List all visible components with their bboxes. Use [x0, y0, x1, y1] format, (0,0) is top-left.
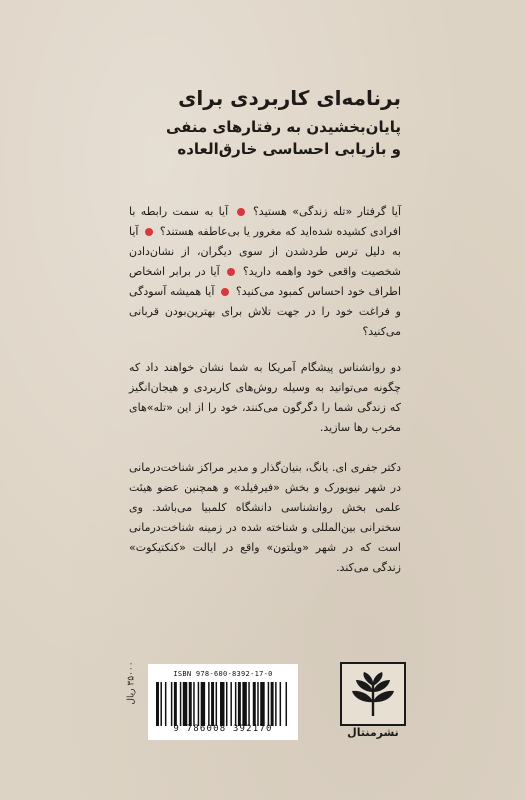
red-bullet-icon [221, 288, 229, 296]
publisher-name: نشرمنتال [347, 726, 399, 739]
red-bullet-icon [227, 268, 235, 276]
question-1: آیا گرفتار «تله زندگی» هستید؟ [252, 205, 402, 218]
price-label: ۳۵۰۰۰ ریال [126, 661, 137, 705]
questions-paragraph [129, 202, 401, 342]
description-paragraph: دو روانشناس پیشگام آمریکا به شما نشان خواهند داد که چگونه می‌توانید به وسیله روش‌های کاربردی و هیجان‌انگیز که زندگی شما را دگرگون می‌کنند، خود را از این «تله»های مخرب رها سازید. [129, 361, 401, 434]
question-5: آیا همیشه آسودگی و فراغت خود را در جهت تلاش برای بهترین‌بودن قربانی می‌کنید؟ [129, 285, 401, 338]
cover-subtitle-line2: و بازیابی احساسی خارق‌العاده [177, 140, 401, 158]
barcode-icon [156, 682, 290, 726]
title-block [141, 84, 401, 160]
red-bullet-icon [145, 228, 153, 236]
question-4: آیا در برابر اشخاص اطراف خود احساس کمبود می‌کنید؟ [129, 265, 401, 298]
publisher-logo-frame [340, 662, 406, 726]
question-2: آیا به سمت رابطه با افرادی کشیده شده‌اید که مغرور یا بی‌عاطفه هستند؟ [129, 205, 402, 238]
publisher-logo [340, 662, 406, 750]
plant-sprout-icon [348, 670, 398, 718]
cover-subtitle-line1: پایان‌بخشیدن به رفتارهای منفی [165, 118, 401, 136]
question-3: آیا به دلیل ترس طردشدن از سوی دیگران، از نشان‌دادن شخصیت واقعی خود واهمه دارید؟ [129, 225, 402, 278]
isbn-label: ISBN 978-600-8392-17-0 [173, 670, 273, 678]
isbn-number: 9 786008 392170 [173, 724, 273, 734]
cover-title: برنامه‌ای کاربردی برای [178, 86, 401, 110]
author-bio-paragraph: دکتر جفری ای. یانگ، بنیان‌گذار و مدیر مراکز شناخت‌درمانی در شهر نیویورک و بخش «فیرفیلد» و همچنین عضو هیئت علمی بخش روانشناسی دانشگاه کلمبیا می‌باشد. وی سخنرانی بین‌المللی و شناخته شده در زمینه شناخت‌درمانی است که در شهر «ویلتون» واقع در ایالت «کنکتیکوت» زندگی می‌کند. [129, 461, 401, 574]
red-bullet-icon [237, 208, 245, 216]
barcode-block [148, 664, 298, 740]
